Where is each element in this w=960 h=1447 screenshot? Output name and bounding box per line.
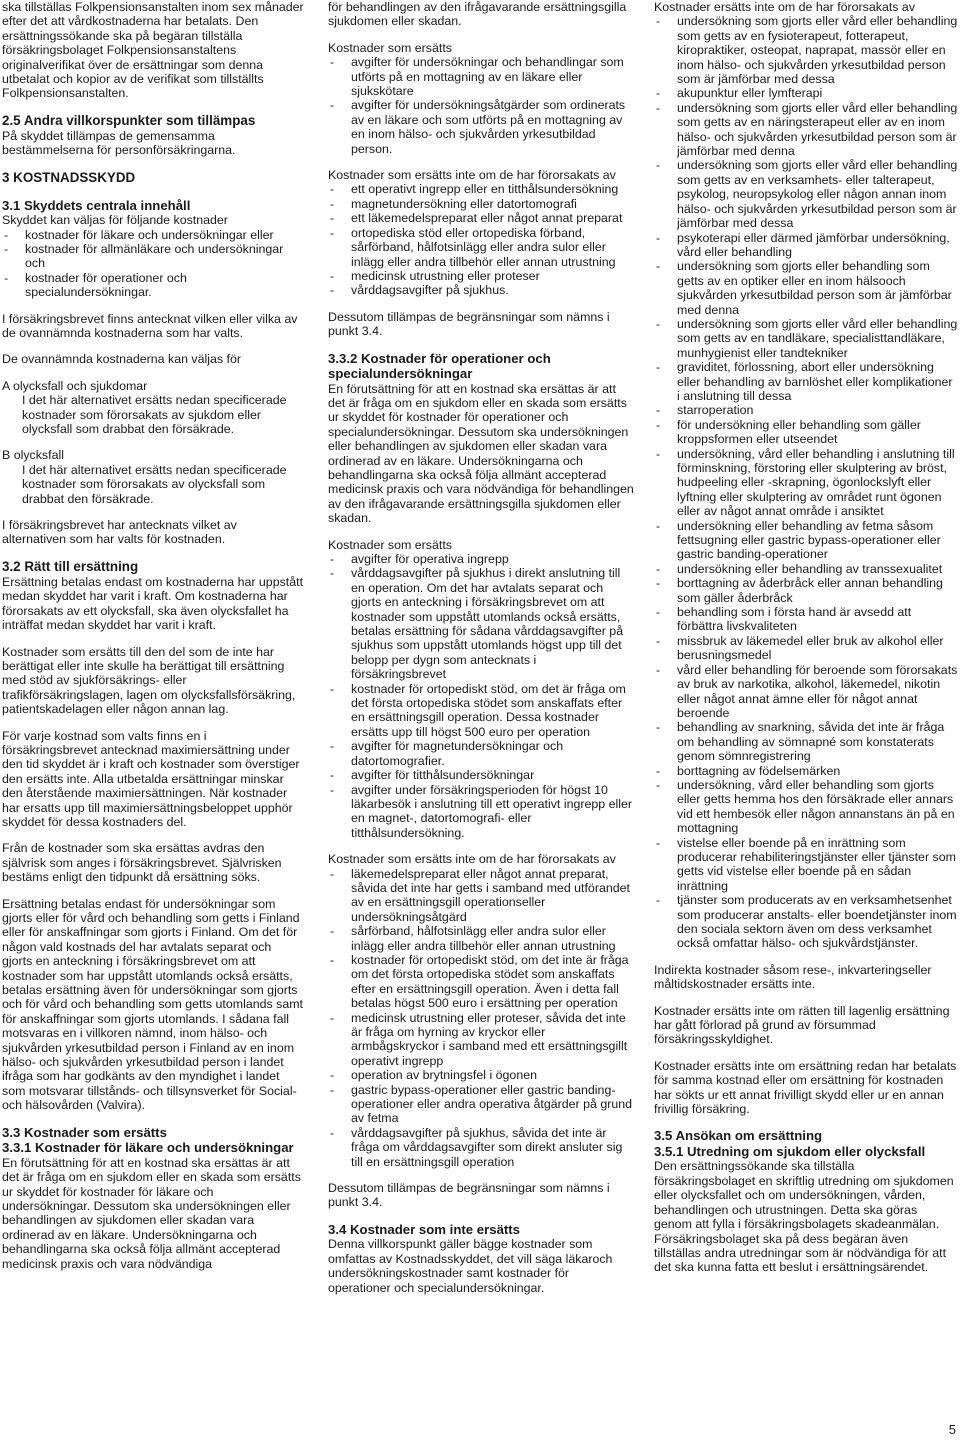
- list-item: - undersökning som gjorts eller vård eller behandling som getts av en verksamhets- eller talterapeut, psykolog, neuropsykolog eller någon annan inom hälso- och sjukvården yrkesutbildad person som är jämförbar med dessa: [654, 158, 958, 230]
- paragraph-3-4: Denna villkorspunkt gäller bägge kostnader som omfattas av Kostnadsskyddet, det vill säga läkaroch undersökningskostnader samt kostnader för operationer och specialundersökningar.: [328, 1237, 613, 1295]
- list-item: - medicinsk utrustning eller proteser: [328, 269, 634, 283]
- heading-3-5-1: 3.5.1 Utredning om sjukdom eller olycksfall: [654, 1143, 926, 1159]
- list-item: - borttagning av födelsemärken: [654, 764, 958, 778]
- list-item: - ett operativt ingrepp eller en titthålsundersökning: [328, 182, 634, 196]
- heading-3-4: 3.4 Kostnader som inte ersätts: [328, 1221, 521, 1237]
- alternative-b-title: B olycksfall: [2, 448, 64, 463]
- list-item: - missbruk av läkemedel eller bruk av alkohol eller berusningsmedel: [654, 634, 958, 663]
- list-item: - undersökning som gjorts eller vård eller behandling som getts av en tandläkare, specialisttandläkare, munhygienist eller tandtekniker: [654, 317, 958, 360]
- paragraph-3-2-e: Ersättning betalas endast för undersökningar som gjorts eller för vård och behandling som getts i Finland eller för anskaffningar som gjorts i Finland. Om det för någon vald kostnads del har avtalats separat och gjorts en anteckning i försäkringsbrevet om att kostnader som har uppstått utomlands också ersätts, betalas ersättning även för undersökningar som gjorts och för vård och behandling som getts utomlands samt för anskaffningar som gjorts utomlands. I sådana fall motsvaras en i villkoren nämnd, inom hälso- och sjukvården yrkesutbildad person i Finland av en inom hälso- och sjukvården yrkesutbildad person i landet ifråga som har godkänts av den myndighet i landet som motsvarar tillstånds- och tillsynsverket för Social- och hälsovården (Valvira).: [2, 896, 303, 1113]
- list-item: - undersökning som gjorts eller vård eller behandling som getts av en fysioterapeut, fotterapeut, kiropraktiker, osteopat, naprapat, massör eller en inom hälso- och sjukvården yrkesutbildad person som är jämförbar med dessa: [654, 14, 958, 86]
- heading-3-3-1: 3.3.1 Kostnader för läkare och undersökningar: [2, 1140, 294, 1156]
- paragraph-3-2-c: För varje kostnad som valts finns en i försäkringsbrevet antecknad maximiersättning under den tid skyddet är i kraft och kostnader som överstiger den ersätts inte. Alla utbetalda ersättningar minskar den återstående maximiersättningen. När kostnader har ersatts upp till maximiersättningsbeloppet upphör skyddet för dessa kostnaders del.: [2, 728, 300, 829]
- list-item: - vistelse eller boende på en inrättning som producerar rehabiliteringstjänster eller tjänster som getts vid vistelse eller boende på en sådan inrättning: [654, 836, 958, 894]
- paragraph-intro: ska tillställas Folkpensionsanstalten inom sex månader efter det att vårdkostnaderna har betalats. Den ersättningssökande ska på begäran tillställa försäkringsbolaget Folkpensionsanstaltens originalverifikat över de ersättningar som denna utbetalat och kopior av de verifikat som tillställts Folkpensionsanstalten.: [2, 0, 304, 101]
- column-middle: [328, 0, 634, 1307]
- paragraph-3-2-d: Från de kostnader som ska ersättas avdras den självrisk som anges i försäkringsbrevet. Självrisken bestäms enligt den tidpunkt då ersättning söks.: [2, 841, 282, 885]
- paragraph-redan-betald: Kostnader ersätts inte om ersättning redan har betalats för samma kostnad eller om ersättning för kostnaden har sökts ur ett annat frivilligt skydd eller ur en annan frivillig försäkring.: [654, 1058, 957, 1117]
- paragraph-3-5-1: Den ersättningssökande ska tillställa försäkringsbolaget en skriftlig utredning om sjukdomen eller olycksfallet och om undersökningen, vården, behandlingen och utrustningen. Detta ska göras genom att fylla i försäkringsbolagets skadeanmälan. Försäkringsbolaget ska på dess begäran även tillställas andra utredningar som är nödvändiga för att det ska kunna fatta ett beslut i ersättningsärendet.: [654, 1159, 954, 1275]
- paragraph-ersatts-inte-lead: Kostnader som ersätts inte om de har förorsakats av: [328, 168, 616, 183]
- list-item: - kostnader för läkare och undersökningar eller: [2, 228, 304, 242]
- list-item: - avgifter för operativa ingrepp: [328, 552, 634, 566]
- list-item: - kostnader för allmänläkare och undersökningar och: [2, 242, 304, 271]
- paragraph-3-2-a: Ersättning betalas endast om kostnaderna har uppstått medan skyddet har varit i kraft. Om kostnaderna har förorsakats av ett olycksfall, ska även olycksfallet ha inträffat medan skyddet har varit i kraft.: [2, 574, 304, 633]
- list-item: - behandling av snarkning, såvida det inte är fråga om behandling av sömnapné som konstaterats genom sömnregistrering: [654, 720, 958, 763]
- heading-3-kostnadsskydd: 3 KOSTNADSSKYDD: [2, 169, 136, 185]
- list-item: - ortopediska stöd eller ortopediska förband, sårförband, hålfotsinlägg eller andra sulor eller inlägg eller andra tillbehör eller annan utrustning: [328, 226, 634, 269]
- list-item: - undersökning som gjorts eller vård eller behandling som getts av en näringsterapeut eller av en inom hälso- och sjukvården yrkesutbildad person som är jämförbar med denna: [654, 101, 958, 159]
- list-item: - kostnader för ortopediskt stöd, om det är fråga om det första ortopediska stödet som anskaffats efter en ersättningsgill operation. Dessa kostnader ersätts upp till högst 500 euro per operation: [328, 682, 634, 740]
- column-left: [2, 0, 304, 1283]
- heading-3-5: 3.5 Ansökan om ersättning: [654, 1128, 823, 1144]
- paragraph-forsakringsbrev: I försäkringsbrevet finns antecknat vilken eller vilka av de ovannämnda kostnaderna som har valts.: [2, 311, 298, 340]
- list-item: - operation av brytningsfel i ögonen: [328, 1068, 634, 1082]
- list-item: - vård eller behandling för beroende som förorsakats av bruk av narkotika, alkohol, läkemedel, nikotin eller något annat ämne eller för något annat beroende: [654, 663, 958, 721]
- list-item: - avgifter för titthålsundersökningar: [328, 768, 634, 782]
- list-item: - ett läkemedelspreparat eller något annat preparat: [328, 211, 634, 225]
- list-item: - tjänster som producerats av en verksamhetsenhet som producerar anstalts- eller boendetjänster inom den sociala sektorn även om dess verksamhet också omfattar hälso- och sjukvårdstjänster.: [654, 893, 958, 951]
- heading-3-2: 3.2 Rätt till ersättning: [2, 558, 139, 574]
- paragraph-ersatts-lead: Kostnader som ersätts: [328, 40, 452, 55]
- paragraph-alternativ: I försäkringsbrevet har antecknats vilket av alternativen som har valts för kostnaden.: [2, 518, 237, 547]
- list-item: - starroperation: [654, 403, 958, 417]
- list-item: - vårddagsavgifter på sjukhus, såvida det inte är fråga om vårddagsavgifter som direkt ansluter sig till en ersättningsgill operation: [328, 1126, 634, 1169]
- list-item: - medicinsk utrustning eller proteser, såvida det inte är fråga om hyrning av kryckor eller armbågskryckor i samband med ett ersättningsgillt operativt ingrepp: [328, 1011, 634, 1069]
- list-item: - vårddagsavgifter på sjukhus i direkt anslutning till en operation. Om det har avtalats separat och gjorts en anteckning i försäkringsbrevet om att kostnader som uppstått utomlands också ersätts, betalas ersättning för sådana vårddagsavgifter på sjukhus som uppstått utomlands högst upp till det belopp per dygn som antecknats i försäkringsbrevet: [328, 566, 634, 681]
- list-ersatts: [328, 55, 634, 156]
- heading-3-3-2: 3.3.2 Kostnader för operationer och specialundersökningar: [328, 350, 551, 382]
- paragraph-3-3-2: En förutsättning för att en kostnad ska ersättas är att det är fråga om en sjukdom eller en skada som ersätts ur skyddet för kostnader för operationer och specialundersökningar. Dessutom ska undersökningen eller behandlingen av sjukdomen eller skadan vara ordinerad av en läkare. Undersökningarna och behandlingarna ska också följa allmänt accepterad medicinsk praxis och vara nödvändiga för behandlingen av den ifrågavarande ersättningsgilla sjukdomen eller skadan.: [328, 381, 634, 526]
- heading-3-3: 3.3 Kostnader som ersätts: [2, 1124, 167, 1140]
- paragraph-lead: Kostnader ersätts inte om de har förorsakats av: [654, 0, 916, 14]
- list-item: - behandling som i första hand är avsedd att förbättra livskvaliteten: [654, 605, 958, 634]
- list-item: - sårförband, hålfotsinlägg eller andra sulor eller inlägg eller andra tillbehör eller annan utrustning: [328, 924, 634, 953]
- paragraph-3-1-lead: Skyddet kan väljas för följande kostnader: [2, 213, 228, 228]
- list-item: - kostnader för operationer och specialundersökningar.: [2, 271, 304, 300]
- page-number: 5: [948, 1422, 956, 1437]
- list-item: - akupunktur eller lymfterapi: [654, 86, 958, 100]
- paragraph-ersatts2-lead: Kostnader som ersätts: [328, 537, 452, 552]
- heading-2-5: 2.5 Andra villkorspunkter som tillämpas: [2, 112, 256, 128]
- list-item: - läkemedelspreparat eller något annat preparat, såvida det inte har getts i samband med utförandet av en ersättningsgill operationseller undersökningsåtgärd: [328, 867, 634, 925]
- alternative-a-body: I det här alternativet ersätts nedan specificerade kostnader som förorsakats av sjukdom eller olycksfall som drabbat den försäkrade.: [22, 393, 287, 437]
- list-item: - undersökning som gjorts eller behandling som getts av en optiker eller en inom hälsooch sjukvården yrkesutbildad person som är jämförbar med denna: [654, 259, 958, 317]
- paragraph-val: De ovannämnda kostnaderna kan väljas för: [2, 352, 242, 367]
- list-item: - graviditet, förlossning, abort eller undersökning eller behandling av barnlöshet eller komplikationer i anslutning till dessa: [654, 360, 958, 403]
- paragraph-continuation: för behandlingen av den ifrågavarande ersättningsgilla sjukdomen eller skadan.: [328, 0, 627, 29]
- list-ersatts-2: [328, 552, 634, 840]
- paragraph-3-3-1: En förutsättning för att en kostnad ska ersättas är att det är fråga om en sjukdom eller en skada som ersätts ur skyddet för kostnader för läkare och undersökningar. Dessutom ska undersökningen eller behandlingen av sjukdomen eller skadan vara ordinerad av en läkare. Undersökningarna och behandlingarna ska också följa allmänt accepterad medicinsk praxis och vara nödvändiga: [2, 1155, 301, 1271]
- list-item: - vårddagsavgifter på sjukhus.: [328, 283, 634, 297]
- paragraph-forlorad: Kostnader ersätts inte om rätten till lagenlig ersättning har gått förlorad på grund av försummad försäkringsskyldighet.: [654, 1003, 950, 1047]
- paragraph-indirekta: Indirekta kostnader såsom rese-, inkvarteringseller måltidskostnader ersätts inte.: [654, 962, 932, 992]
- paragraph-begransningar-2: Dessutom tillämpas de begränsningar som nämns i punkt 3.4.: [328, 1181, 610, 1210]
- list-item: - kostnader för ortopediskt stöd, om det inte är fråga om det första ortopediska stödet som anskaffats efter en ersättningsgill operation. Även i detta fall betalas högst 500 euro i ersättning per operation: [328, 953, 634, 1011]
- list-item: - undersökning, vård eller behandling som gjorts eller getts hemma hos den försäkrade eller annars vid ett hembesök eller någon annanstans än på en mottagning: [654, 778, 958, 836]
- list-item: - undersökning eller behandling av fetma såsom fettsugning eller gastric bypass-operationer eller gastric banding-operationer: [654, 519, 958, 562]
- paragraph-2-5: På skyddet tillämpas de gemensamma bestämmelserna för personförsäkringarna.: [2, 128, 236, 158]
- heading-3-1: 3.1 Skyddets centrala innehåll: [2, 197, 191, 213]
- list-item: - för undersökning eller behandling som gäller kroppsformen eller utseendet: [654, 418, 958, 447]
- column-right: [654, 0, 958, 1287]
- list-item: - avgifter under försäkringsperioden för högst 10 läkarbesök i anslutning till ett operativt ingrepp eller en magnet-, datortomografi- eller titthålsundersökning.: [328, 783, 634, 841]
- list-ersatts-inte: [328, 182, 634, 297]
- list-item: - avgifter för magnetundersökningar och datortomografier.: [328, 739, 634, 768]
- list-3-1: [2, 228, 304, 300]
- list-item: - avgifter för undersökningsåtgärder som ordinerats av en läkare och som utförts på en mottagning av en inom hälso- och sjukvården yrkesutbildad person.: [328, 98, 634, 156]
- paragraph-ersatts-inte-2-lead: Kostnader som ersätts inte om de har förorsakats av: [328, 852, 616, 867]
- list-ersatts-inte-2: [328, 867, 634, 1170]
- list-item: - magnetundersökning eller datortomografi: [328, 197, 634, 211]
- list-excluded-costs: [654, 14, 958, 950]
- list-item: - undersökning eller behandling av transsexualitet: [654, 562, 958, 576]
- paragraph-3-2-b: Kostnader som ersätts till den del som de inte har berättigat eller inte skulle ha berättigat till ersättning med stöd av sjukförsäkrings- eller trafikförsäkringslagen, lagen om olycksfallsförsäkring, patientskadelagen eller någon annan lag.: [2, 644, 296, 717]
- list-item: - gastric bypass-operationer eller gastric banding-operationer eller andra operativa åtgärder på grund av fetma: [328, 1083, 634, 1126]
- list-item: - undersökning, vård eller behandling i anslutning till förminskning, förstoring eller skulptering av bröst, hudpeeling eller -skrapning, ögonlockslyft eller lyftning eller skulptering av området runt ögonen eller av något annat område i ansiktet: [654, 447, 958, 519]
- list-item: - avgifter för undersökningar och behandlingar som utförts på en mottagning av en läkare eller sjukskötare: [328, 55, 634, 98]
- alternative-a-title: A olycksfall och sjukdomar: [2, 378, 148, 393]
- paragraph-begransningar-1: Dessutom tillämpas de begränsningar som nämns i punkt 3.4.: [328, 309, 610, 339]
- alternative-b-body: I det här alternativet ersätts nedan specificerade kostnader som förorsakats av olycksfall som drabbat den försäkrade.: [22, 462, 287, 506]
- list-item: - borttagning av åderbråck eller annan behandling som gäller åderbråck: [654, 576, 958, 605]
- list-item: - psykoterapi eller därmed jämförbar undersökning, vård eller behandling: [654, 231, 958, 260]
